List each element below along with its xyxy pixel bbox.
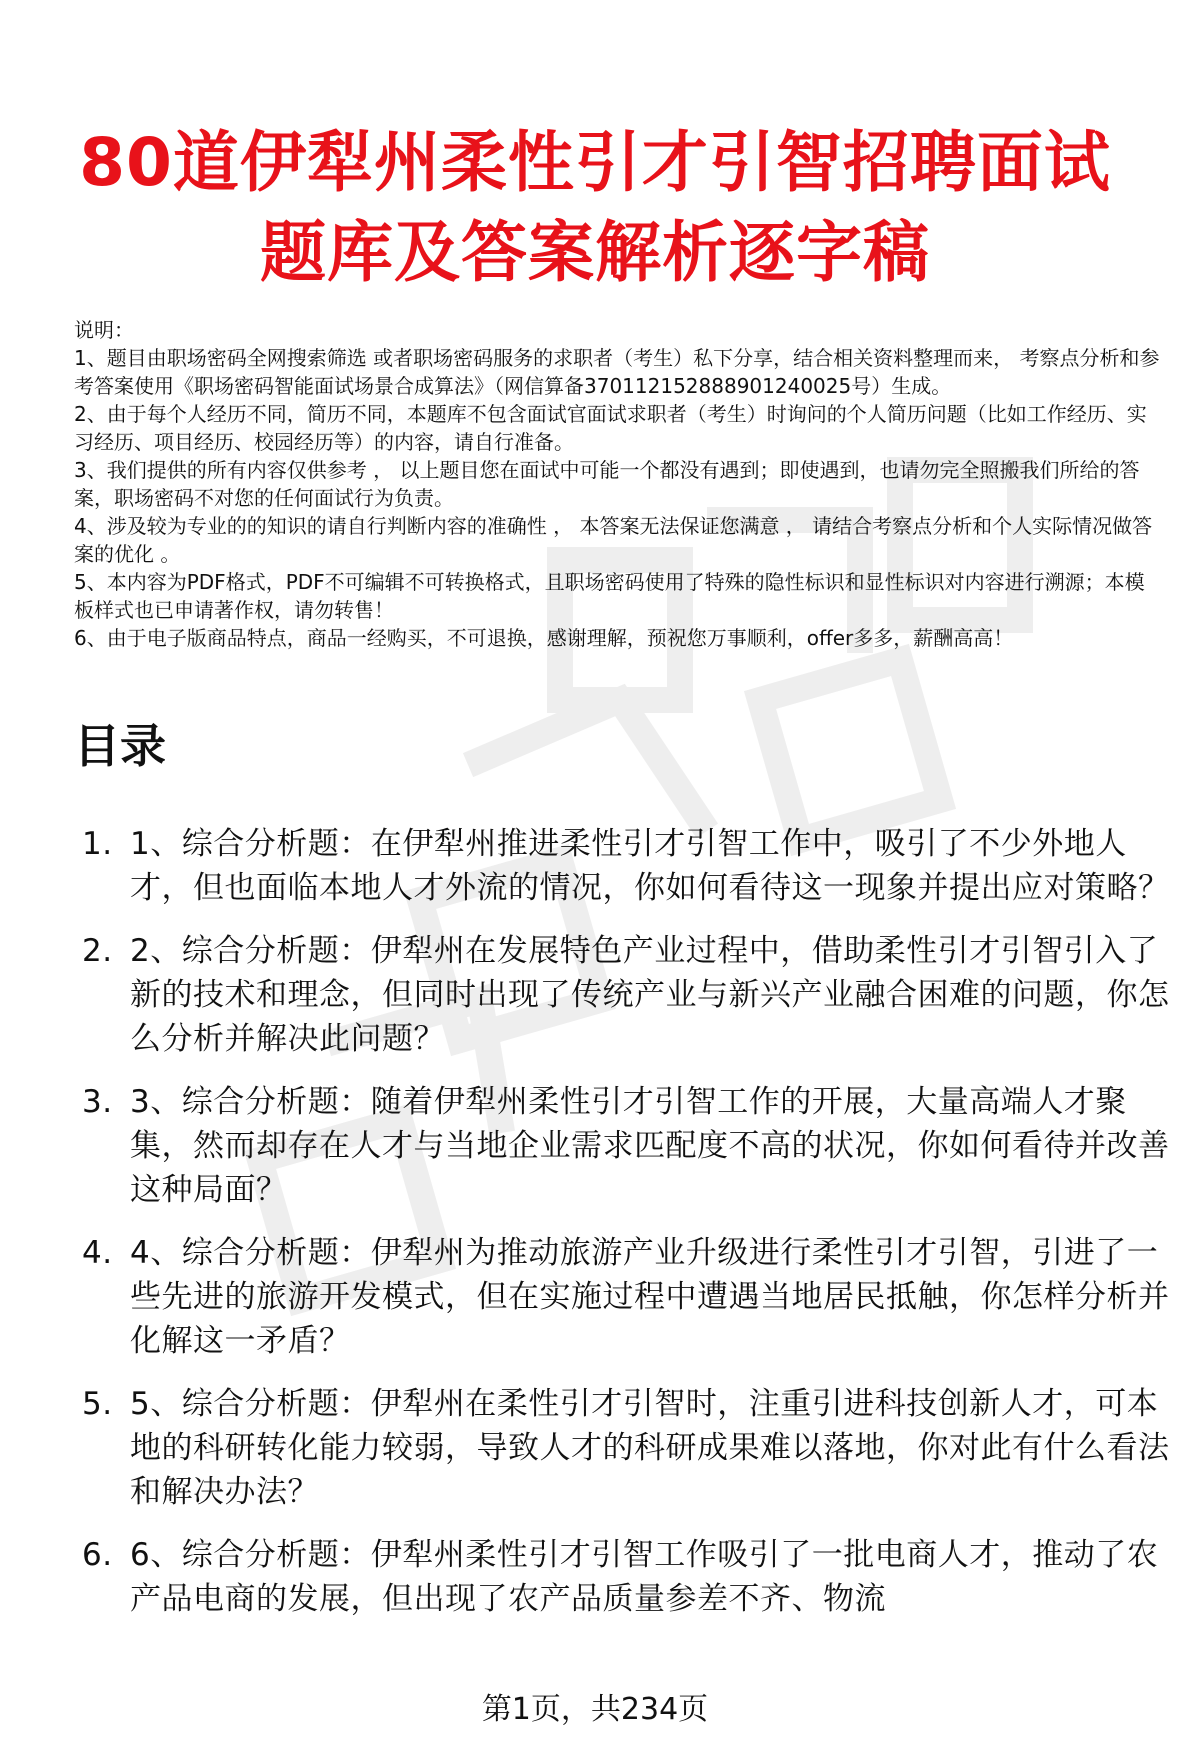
toc-item-link[interactable]: 1、综合分析题：在伊犁州推进柔性引才引智工作中，吸引了不少外地人才，但也面临本地人才外流的情况，你如何看待这一现象并提出应对策略？ <box>130 826 1170 906</box>
toc-item[interactable] <box>74 1533 1174 1621</box>
toc-item-number: 3. <box>82 1084 113 1120</box>
toc-item[interactable] <box>74 929 1174 1061</box>
toc-item-link[interactable]: 4、综合分析题：伊犁州为推动旅游产业升级进行柔性引才引智，引进了一些先进的旅游开发模式，但在实施过程中遭遇当地居民抵触，你怎样分析并化解这一矛盾？ <box>130 1235 1170 1359</box>
toc-item-link[interactable]: 6、综合分析题：伊犁州柔性引才引智工作吸引了一批电商人才，推动了农产品电商的发展，但出现了农产品质量参差不齐、物流 <box>130 1537 1159 1617</box>
toc-item[interactable] <box>74 1080 1174 1212</box>
toc-item-number: 4. <box>82 1235 113 1271</box>
toc-item[interactable] <box>74 1231 1174 1363</box>
toc-item-number: 1. <box>82 826 113 862</box>
toc-item[interactable] <box>74 1382 1174 1514</box>
toc-list <box>74 822 1174 1640</box>
toc-item-link[interactable]: 3、综合分析题：随着伊犁州柔性引才引智工作的开展，大量高端人才聚集，然而却存在人才与当地企业需求匹配度不高的状况，你如何看待并改善这种局面？ <box>130 1084 1170 1208</box>
document-title: 80道伊犁州柔性引才引智招聘面试题库及答案解析逐字稿 <box>79 124 1111 291</box>
toc-item-link[interactable]: 5、综合分析题：伊犁州在柔性引才引智时，注重引进科技创新人才，可本地的科研转化能力较弱，导致人才的科研成果难以落地，你对此有什么看法和解决办法？ <box>130 1386 1170 1510</box>
note-item: 6、由于电子版商品特点，商品一经购买，不可退换，感谢理解，预祝您万事顺利，offer多多，薪酬高高！ <box>74 626 1014 650</box>
notes-heading: 说明： <box>74 318 134 342</box>
note-item: 4、涉及较为专业的的知识的请自行判断内容的准确性 ， 本答案无法保证您满意 ， 请结合考察点分析和个人实际情况做答案的优化 。 <box>74 514 1153 566</box>
toc-heading: 目录 <box>74 719 166 773</box>
note-item: 3、我们提供的所有内容仅供参考 ， 以上题目您在面试中可能一个都没有遇到；即使遇到，也请勿完全照搬我们所给的答案，职场密码不对您的任何面试行为负责。 <box>74 458 1140 510</box>
toc-item[interactable] <box>74 822 1174 910</box>
toc-item-number: 6. <box>82 1537 113 1573</box>
disclaimer-notes <box>74 316 1160 652</box>
toc-item-link[interactable]: 2、综合分析题：伊犁州在发展特色产业过程中，借助柔性引才引智引入了新的技术和理念，但同时出现了传统产业与新兴产业融合困难的问题，你怎么分析并解决此问题？ <box>130 933 1170 1057</box>
note-item: 1、题目由职场密码全网搜索筛选 或者职场密码服务的求职者（考生）私下分享，结合相关资料整理而来， 考察点分析和参考答案使用《职场密码智能面试场景合成算法》（网信算备370112152888901240025号）生成。 <box>74 346 1160 398</box>
page-footer: 第1页，共234页 <box>481 1692 709 1727</box>
toc-item-number: 2. <box>82 933 113 969</box>
note-item: 5、本内容为PDF格式，PDF不可编辑不可转换格式，且职场密码使用了特殊的隐性标识和显性标识对内容进行溯源；本模板样式也已申请著作权，请勿转售！ <box>74 570 1145 622</box>
toc-item-number: 5. <box>82 1386 113 1422</box>
note-item: 2、由于每个人经历不同，简历不同，本题库不包含面试官面试求职者（考生）时询问的个人简历问题（比如工作经历、实习经历、项目经历、校园经历等）的内容，请自行准备。 <box>74 402 1147 454</box>
